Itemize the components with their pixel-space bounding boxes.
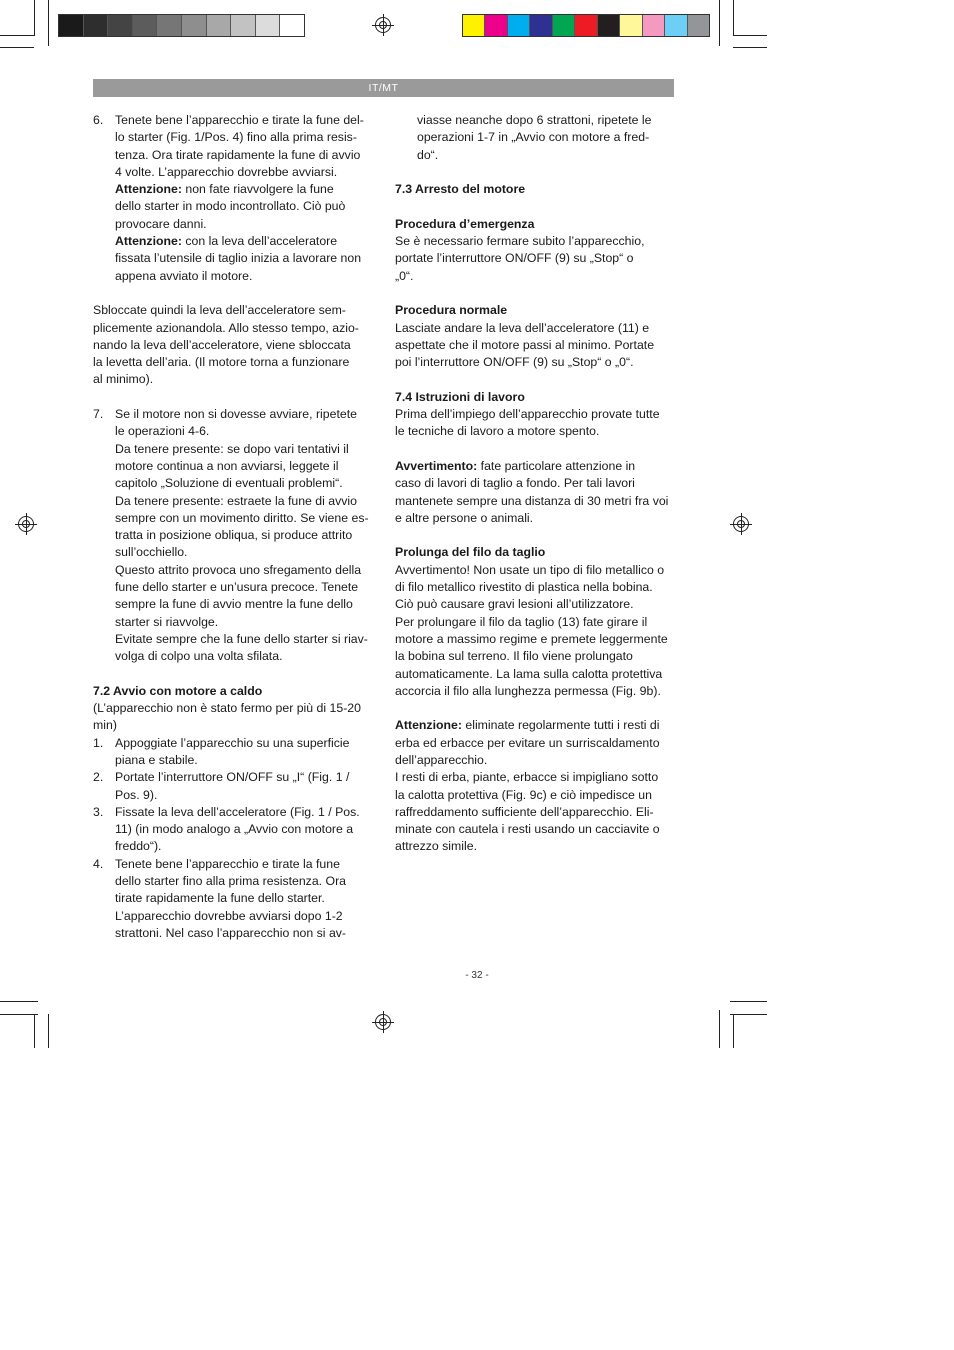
- text-line: fune dello starter e un’usura precoce. Tenete: [115, 580, 359, 595]
- text-line: Prima dell’impiego dell’apparecchio provate tutte: [395, 407, 660, 422]
- crop-mark: [719, 0, 720, 46]
- attention-label: Attenzione:: [395, 718, 462, 733]
- warm-step-4: [93, 856, 378, 942]
- text-line: Pos. 9).: [115, 787, 158, 802]
- text-line: dello starter fino alla prima resistenza. Ora: [115, 874, 347, 889]
- crop-mark: [34, 0, 35, 36]
- text-line: tenza. Ora tirate rapidamente la fune di avvio: [115, 147, 361, 162]
- text-line: Portate l’interruttore ON/OFF su „I“ (Fig. 1 /: [115, 770, 350, 785]
- text-line: appena avviato il motore.: [115, 268, 253, 283]
- color-swatch: [280, 15, 304, 36]
- text-line: accorcia il filo alla lunghezza permessa (Fig. 9b).: [395, 683, 661, 698]
- color-swatch: [59, 15, 84, 36]
- text-line: sempre con un movimento diritto. Se viene es-: [115, 510, 369, 525]
- crop-mark: [34, 1014, 35, 1048]
- crop-mark: [733, 47, 767, 48]
- color-swatch: [643, 15, 665, 36]
- text-line: raffreddamento sufficiente dell’apparecchio. Eli-: [395, 804, 654, 819]
- text-line: Lasciate andare la leva dell’acceleratore (11) e: [395, 320, 650, 335]
- text-line: „0“.: [395, 268, 414, 283]
- attention-note: [115, 233, 378, 250]
- color-swatch: [485, 15, 507, 36]
- text-line: plicemente azionandola. Allo stesso tempo, azio-: [93, 320, 359, 335]
- text-line: operazioni 1-7 in „Avvio con motore a fred-: [417, 130, 650, 145]
- warning-label: Avvertimento:: [395, 458, 478, 473]
- text-line: capitolo „Soluzione di eventuali problemi“.: [115, 476, 343, 491]
- warm-step-3: [93, 804, 378, 856]
- step-number: 3.: [93, 804, 104, 819]
- color-swatch: [157, 15, 182, 36]
- text-line: e altre persone o animali.: [395, 510, 534, 525]
- color-swatch: [84, 15, 109, 36]
- color-swatch: [182, 15, 207, 36]
- text-line: portate l’interruttore ON/OFF (9) su „Stop“ o: [395, 251, 634, 266]
- attention-label: Attenzione:: [115, 182, 182, 197]
- right-column: [395, 112, 677, 856]
- text-line: Fissate la leva dell’acceleratore (Fig. 1 / Pos.: [115, 804, 360, 819]
- text-line: Ciò può causare gravi lesioni all’utilizzatore.: [395, 597, 634, 612]
- step-number: 6.: [93, 113, 104, 127]
- text-line: volga di colpo una volta sfilata.: [115, 649, 283, 664]
- crop-mark: [48, 0, 49, 46]
- text-line: provocare danni.: [115, 216, 207, 231]
- text-line: (L’apparecchio non è stato fermo per più di 15-20: [93, 701, 361, 716]
- color-swatch: [508, 15, 530, 36]
- step-7: [93, 406, 378, 665]
- text-line: la calotta protettiva (Fig. 9c) e ciò impedisce un: [395, 787, 652, 802]
- text-line: automaticamente. La lama sulla calotta protettiva: [395, 666, 663, 681]
- step-number: 4.: [93, 856, 104, 871]
- text-line: Se è necessario fermare subito l’apparecchio,: [395, 234, 645, 249]
- color-swatch: [463, 15, 485, 36]
- text-line: Tenete bene l’apparecchio e tirate la fune: [115, 856, 340, 871]
- text-run: fate particolare attenzione in: [477, 458, 636, 473]
- left-column: [93, 112, 378, 942]
- text-line: sempre la fune di avvio mentre la fune dello: [115, 597, 353, 612]
- text-line: le operazioni 4-6.: [115, 424, 210, 439]
- text-line: 11) (in modo analogo a „Avvio con motore a: [115, 822, 354, 837]
- color-swatch: [231, 15, 256, 36]
- text-line: erba ed erbacce per evitare un surriscaldamento: [395, 735, 660, 750]
- registration-mark-right: [733, 516, 749, 532]
- warning-note: [395, 458, 677, 475]
- crop-mark: [733, 0, 734, 36]
- color-swatch: [133, 15, 158, 36]
- text-line: minate con cautela i resti usando un cacciavite o: [395, 822, 660, 837]
- text-line: sull’occhiello.: [115, 545, 188, 560]
- crop-mark: [733, 35, 767, 36]
- text-line: Da tenere presente: estraete la fune di avvio: [115, 493, 357, 508]
- color-swatch: [688, 15, 709, 36]
- text-line: al minimo).: [93, 372, 154, 387]
- text-line: dello starter in modo incontrollato. Ciò può: [115, 199, 346, 214]
- warm-step-1: [93, 735, 378, 770]
- subheading-normal: Procedura normale: [395, 303, 508, 318]
- text-line: Da tenere presente: se dopo vari tentativi il: [115, 441, 349, 456]
- attention-label: Attenzione:: [115, 234, 182, 249]
- text-line: starter si riavvolge.: [115, 614, 219, 629]
- text-line: Evitate sempre che la fune dello starter si riav-: [115, 631, 368, 646]
- text-line: dell’apparecchio.: [395, 752, 488, 767]
- text-line: mantenete sempre una distanza di 30 metri fra voi: [395, 493, 669, 508]
- color-swatch: [575, 15, 597, 36]
- crop-mark: [730, 1014, 767, 1015]
- section-heading-work: 7.4 Istruzioni di lavoro: [395, 389, 525, 404]
- text-line: di filo metallico rivestito di plastica nella bobina.: [395, 580, 653, 595]
- color-swatch: [598, 15, 620, 36]
- registration-mark-top: [375, 17, 391, 33]
- release-paragraph: [93, 302, 378, 388]
- attention-note: [115, 181, 378, 198]
- text-line: fissata l’utensile di taglio inizia a lavorare non: [115, 251, 362, 266]
- color-swatch: [665, 15, 687, 36]
- crop-mark: [0, 1001, 38, 1002]
- crop-mark: [0, 47, 34, 48]
- color-swatch: [108, 15, 133, 36]
- subheading-emergency: Procedura d’emergenza: [395, 216, 535, 231]
- crop-mark: [719, 1010, 720, 1048]
- text-line: viasse neanche dopo 6 strattoni, ripetete le: [417, 113, 652, 127]
- text-line: piana e stabile.: [115, 752, 198, 767]
- text-line: Avvertimento! Non usate un tipo di filo metallico o: [395, 562, 665, 577]
- text-line: do“.: [417, 147, 439, 162]
- text-line: poi l’interruttore ON/OFF (9) su „Stop“ o „0“.: [395, 355, 634, 370]
- text-line: Se il motore non si dovesse avviare, ripetete: [115, 407, 357, 422]
- step-number: 1.: [93, 735, 104, 750]
- text-line: Tenete bene l’apparecchio e tirate la fune del-: [115, 113, 364, 127]
- text-line: aspettate che il motore passi al minimo. Portate: [395, 337, 655, 352]
- text-line: Sbloccate quindi la leva dell’acceleratore sem-: [93, 303, 346, 318]
- warm-step-2: [93, 769, 378, 804]
- step-6: [93, 112, 378, 285]
- registration-mark-bottom: [375, 1014, 391, 1030]
- text-line: min): [93, 718, 117, 733]
- text-line: nando la leva dell’acceleratore, viene sbloccata: [93, 337, 351, 352]
- text-run: eliminate regolarmente tutti i resti di: [461, 718, 660, 733]
- text-line: motore a massimo regime e premete leggermente: [395, 631, 668, 646]
- color-swatch: [530, 15, 552, 36]
- text-run: con la leva dell’acceleratore: [181, 234, 338, 249]
- text-line: le tecniche di lavoro a motore spento.: [395, 424, 600, 439]
- section-heading-stop: 7.3 Arresto del motore: [395, 182, 526, 197]
- text-line: tirate rapidamente la fune dello starter.: [115, 891, 325, 906]
- text-line: L’apparecchio dovrebbe avviarsi dopo 1-2: [115, 908, 343, 923]
- text-line: lo starter (Fig. 1/Pos. 4) fino alla prima resis-: [115, 130, 357, 145]
- color-swatch: [256, 15, 281, 36]
- subheading-line-extension: Prolunga del filo da taglio: [395, 545, 546, 560]
- page-number: - 32 -: [465, 970, 489, 981]
- registration-mark-left: [18, 516, 34, 532]
- color-swatch: [553, 15, 575, 36]
- text-run: non fate riavvolgere la fune: [181, 182, 334, 197]
- text-line: tratta in posizione obliqua, si produce attrito: [115, 528, 353, 543]
- crop-mark: [733, 1014, 734, 1048]
- grayscale-color-bar: [58, 14, 305, 37]
- text-line: caso di lavori di taglio a fondo. Per tali lavori: [395, 476, 635, 491]
- section-heading-warm-start: 7.2 Avvio con motore a caldo: [93, 683, 263, 698]
- text-line: I resti di erba, piante, erbacce si impigliano sotto: [395, 770, 659, 785]
- crop-mark: [48, 1014, 49, 1048]
- crop-mark: [730, 1001, 767, 1002]
- text-line: la levetta dell’aria. (Il motore torna a funzionare: [93, 355, 350, 370]
- step-number: 7.: [93, 407, 104, 422]
- crop-mark: [0, 35, 34, 36]
- text-line: la bobina sul terreno. Il filo viene prolungato: [395, 649, 633, 664]
- text-line: 4 volte. L’apparecchio dovrebbe avviarsi.: [115, 164, 338, 179]
- text-line: freddo“).: [115, 839, 162, 854]
- color-swatch: [207, 15, 232, 36]
- color-swatch: [620, 15, 642, 36]
- step-number: 2.: [93, 770, 104, 785]
- text-line: Appoggiate l’apparecchio su una superficie: [115, 735, 350, 750]
- crop-mark: [0, 1014, 38, 1015]
- text-line: motore continua a non avviarsi, leggete il: [115, 458, 339, 473]
- text-line: strattoni. Nel caso l’apparecchio non si av-: [115, 925, 347, 940]
- step-4-continuation: [395, 112, 677, 164]
- attention-note: [395, 717, 677, 734]
- text-line: attrezzo simile.: [395, 839, 478, 854]
- language-header: IT/MT: [93, 79, 674, 97]
- text-line: Questo attrito provoca uno sfregamento della: [115, 562, 362, 577]
- text-line: Per prolungare il filo da taglio (13) fate girare il: [395, 614, 648, 629]
- cmyk-color-bar: [462, 14, 710, 37]
